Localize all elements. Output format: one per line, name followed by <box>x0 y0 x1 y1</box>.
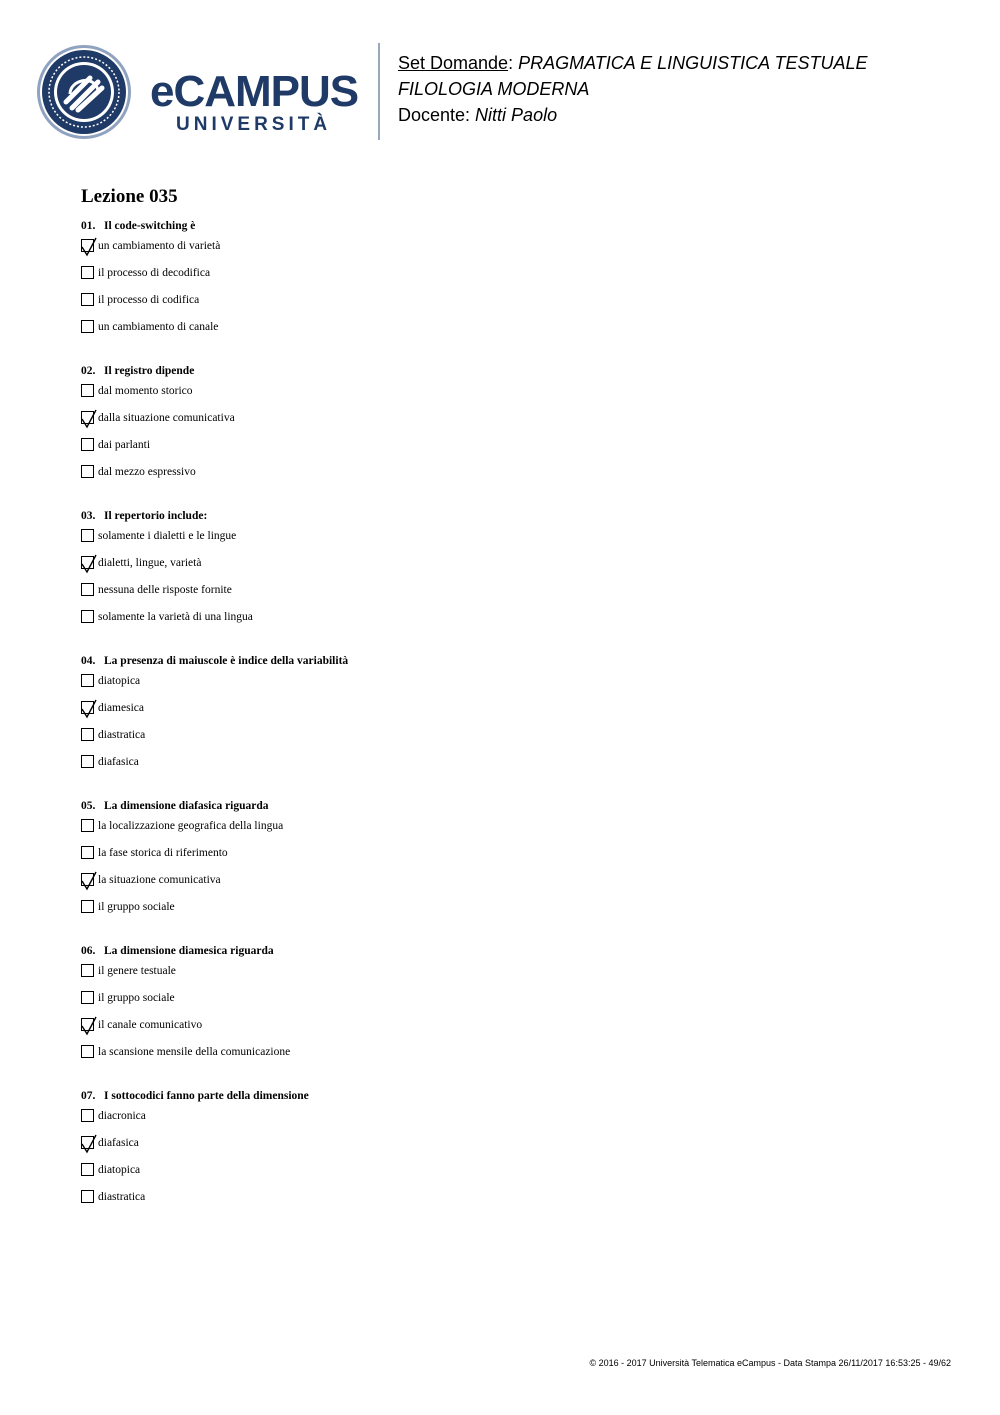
question-block <box>81 797 961 942</box>
answer-option[interactable] <box>81 438 961 465</box>
checkbox-empty-icon[interactable] <box>81 1190 94 1203</box>
question-text: Il registro dipende <box>104 365 195 377</box>
answer-option[interactable] <box>81 556 961 583</box>
question-list <box>81 217 961 1232</box>
answer-option-label: diafasica <box>98 756 139 768</box>
answer-option-label: diastratica <box>98 1191 146 1203</box>
answer-option-label: un cambiamento di varietà <box>98 240 221 252</box>
answer-option[interactable] <box>81 755 961 782</box>
question-title <box>81 797 961 819</box>
checkbox-checked-icon[interactable] <box>81 1018 94 1031</box>
checkbox-empty-icon[interactable] <box>81 964 94 977</box>
set-info <box>398 50 868 128</box>
checkbox-empty-icon[interactable] <box>81 438 94 451</box>
answer-option[interactable] <box>81 1045 961 1072</box>
header-divider <box>378 43 380 140</box>
checkbox-empty-icon[interactable] <box>81 1109 94 1122</box>
answer-option[interactable] <box>81 674 961 701</box>
answer-option[interactable] <box>81 411 961 438</box>
answer-option[interactable] <box>81 1163 961 1190</box>
answer-option-label: diafasica <box>98 1137 139 1149</box>
answer-option-label: dal momento storico <box>98 385 193 397</box>
checkbox-checked-icon[interactable] <box>81 873 94 886</box>
question-number: 07. <box>81 1090 96 1102</box>
checkbox-checked-icon[interactable] <box>81 239 94 252</box>
question-number: 04. <box>81 655 96 667</box>
question-text: La dimensione diafasica riguarda <box>104 800 269 812</box>
answer-option[interactable] <box>81 239 961 266</box>
checkbox-empty-icon[interactable] <box>81 465 94 478</box>
question-number: 03. <box>81 510 96 522</box>
checkbox-checked-icon[interactable] <box>81 1136 94 1149</box>
set-title-line <box>398 50 868 76</box>
answer-option-label: il genere testuale <box>98 965 176 977</box>
checkbox-empty-icon[interactable] <box>81 846 94 859</box>
question-number: 02. <box>81 365 96 377</box>
answer-option-label: nessuna delle risposte fornite <box>98 584 232 596</box>
answer-option-label: la situazione comunicativa <box>98 874 221 886</box>
checkbox-empty-icon[interactable] <box>81 674 94 687</box>
answer-option[interactable] <box>81 846 961 873</box>
question-number: 06. <box>81 945 96 957</box>
set-label: Set Domande <box>398 53 509 73</box>
answer-option[interactable] <box>81 293 961 320</box>
answer-option-label: dai parlanti <box>98 439 151 451</box>
answer-option-label: diatopica <box>98 675 141 687</box>
answer-option-label: diamesica <box>98 702 144 714</box>
answer-option-label: solamente la varietà di una lingua <box>98 611 253 623</box>
answer-option[interactable] <box>81 465 961 492</box>
checkbox-checked-icon[interactable] <box>81 411 94 424</box>
answer-option-label: diatopica <box>98 1164 141 1176</box>
checkbox-empty-icon[interactable] <box>81 293 94 306</box>
answer-option[interactable] <box>81 529 961 556</box>
set-separator: : <box>508 53 519 73</box>
lesson-title: Lezione 035 <box>81 186 178 207</box>
checkbox-empty-icon[interactable] <box>81 819 94 832</box>
question-title <box>81 217 961 239</box>
answer-option[interactable] <box>81 1109 961 1136</box>
question-block <box>81 942 961 1087</box>
answer-option-label: il processo di codifica <box>98 294 200 306</box>
answer-option[interactable] <box>81 610 961 637</box>
page-footer: © 2016 - 2017 Università Telematica eCampus - Data Stampa 26/11/2017 16:53:25 - 49/62 <box>589 1358 951 1368</box>
answer-option[interactable] <box>81 1190 961 1217</box>
checkbox-empty-icon[interactable] <box>81 320 94 333</box>
question-title <box>81 362 961 384</box>
answer-option-label: dalla situazione comunicativa <box>98 412 235 424</box>
checkbox-empty-icon[interactable] <box>81 384 94 397</box>
checkbox-empty-icon[interactable] <box>81 991 94 1004</box>
answer-option[interactable] <box>81 1018 961 1045</box>
answer-option[interactable] <box>81 320 961 347</box>
answer-option-label: dal mezzo espressivo <box>98 466 196 478</box>
question-block <box>81 217 961 362</box>
question-block <box>81 362 961 507</box>
answer-option[interactable] <box>81 819 961 846</box>
checkbox-empty-icon[interactable] <box>81 610 94 623</box>
checkbox-empty-icon[interactable] <box>81 1045 94 1058</box>
question-title <box>81 1087 961 1109</box>
question-title <box>81 942 961 964</box>
course-title-line2: FILOLOGIA MODERNA <box>398 79 590 99</box>
answer-option-label: la fase storica di riferimento <box>98 847 228 859</box>
page-header <box>0 0 1000 160</box>
answer-option[interactable] <box>81 583 961 610</box>
answer-option[interactable] <box>81 728 961 755</box>
question-text: Il code-switching è <box>104 220 196 232</box>
checkbox-empty-icon[interactable] <box>81 529 94 542</box>
answer-option-label: solamente i dialetti e le lingue <box>98 530 237 542</box>
checkbox-empty-icon[interactable] <box>81 755 94 768</box>
question-block <box>81 1087 961 1232</box>
answer-option-label: dialetti, lingue, varietà <box>98 557 202 569</box>
question-text: La dimensione diamesica riguarda <box>104 945 274 957</box>
question-title <box>81 652 961 674</box>
answer-option-label: il gruppo sociale <box>98 901 175 913</box>
answer-option[interactable] <box>81 964 961 991</box>
course-title-line1: PRAGMATICA E LINGUISTICA TESTUALE <box>518 53 868 73</box>
answer-option[interactable] <box>81 873 961 900</box>
answer-option[interactable] <box>81 900 961 927</box>
ecampus-seal-logo-icon <box>36 44 132 140</box>
teacher-name: Nitti Paolo <box>475 105 558 125</box>
checkbox-empty-icon[interactable] <box>81 583 94 596</box>
answer-option-label: diastratica <box>98 729 146 741</box>
answer-option-label: la localizzazione geografica della lingua <box>98 820 284 832</box>
answer-option-label: il processo di decodifica <box>98 267 211 279</box>
question-block <box>81 507 961 652</box>
checkbox-empty-icon[interactable] <box>81 266 94 279</box>
answer-option[interactable] <box>81 701 961 728</box>
answer-option[interactable] <box>81 1136 961 1163</box>
question-number: 01. <box>81 220 96 232</box>
checkbox-checked-icon[interactable] <box>81 556 94 569</box>
answer-option-label: il canale comunicativo <box>98 1019 203 1031</box>
question-text: I sottocodici fanno parte della dimensione <box>104 1090 309 1102</box>
answer-option-label: diacronica <box>98 1110 146 1122</box>
question-text: Il repertorio include: <box>104 510 208 522</box>
question-title <box>81 507 961 529</box>
checkbox-checked-icon[interactable] <box>81 701 94 714</box>
answer-option-label: il gruppo sociale <box>98 992 175 1004</box>
logo-wordmark: eCAMPUS <box>150 67 359 116</box>
question-number: 05. <box>81 800 96 812</box>
teacher-line <box>398 102 868 128</box>
answer-option[interactable] <box>81 266 961 293</box>
question-text: La presenza di maiuscole è indice della variabilità <box>104 655 349 667</box>
answer-option[interactable] <box>81 384 961 411</box>
checkbox-empty-icon[interactable] <box>81 1163 94 1176</box>
logo-subtitle: UNIVERSITÀ <box>176 114 332 135</box>
question-block <box>81 652 961 797</box>
checkbox-empty-icon[interactable] <box>81 900 94 913</box>
answer-option[interactable] <box>81 991 961 1018</box>
teacher-label: Docente: <box>398 105 476 125</box>
answer-option-label: un cambiamento di canale <box>98 321 219 333</box>
answer-option-label: la scansione mensile della comunicazione <box>98 1046 291 1058</box>
checkbox-empty-icon[interactable] <box>81 728 94 741</box>
